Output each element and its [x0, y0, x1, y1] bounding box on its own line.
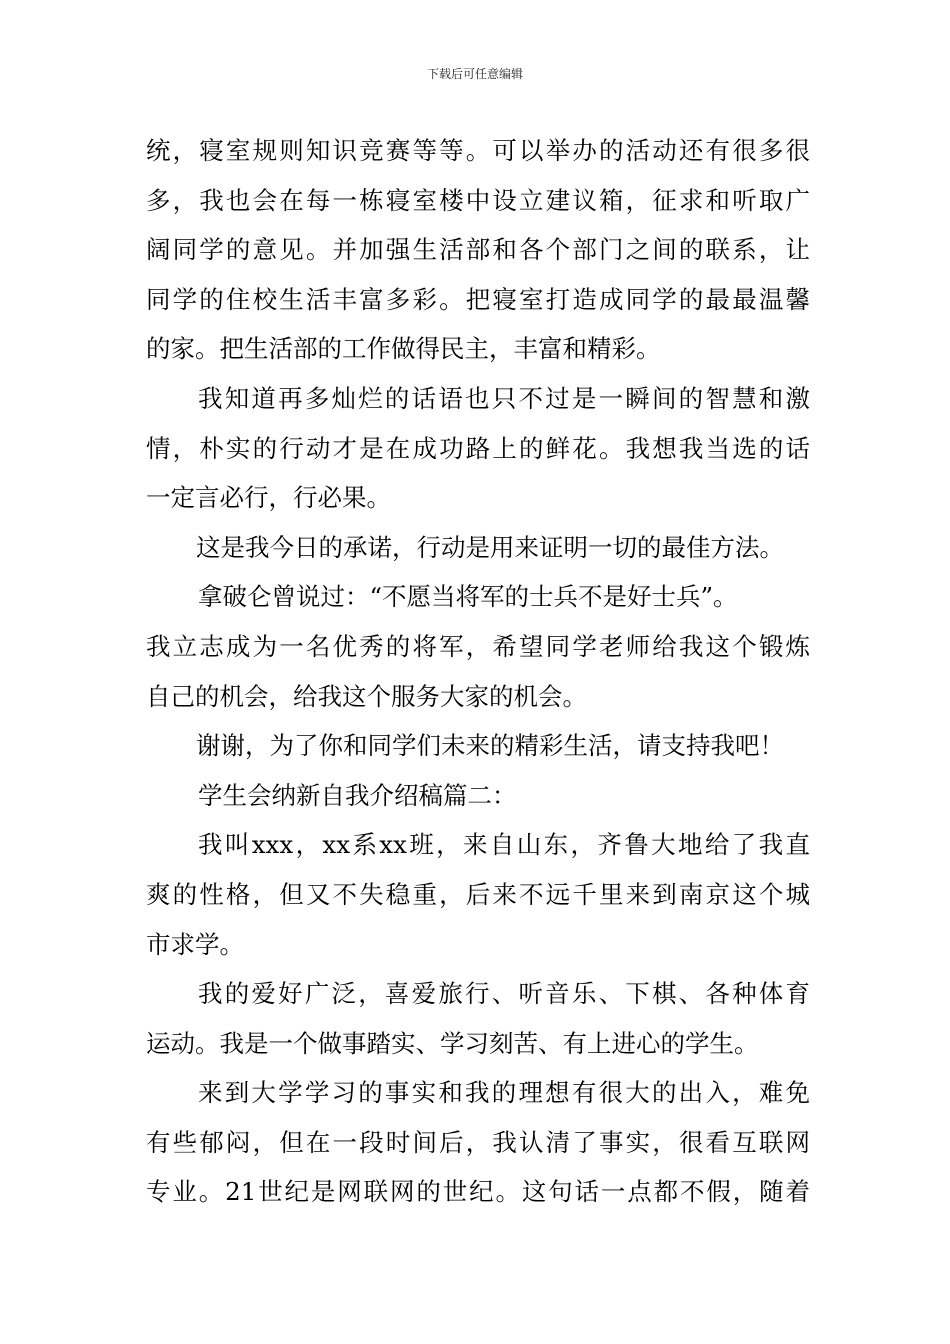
paragraph-first-line: 我的爱好广泛，喜爱旅行、听音乐、下棋、各种体育 — [198, 979, 810, 1009]
paragraph-first-line: 来到大学学习的事实和我的理想有很大的出入，难免 — [198, 1078, 810, 1108]
text-line: 统，寝室规则知识竞赛等等。可以举办的活动还有很多很 — [146, 136, 810, 165]
text-line: 市求学。 — [146, 929, 244, 959]
text-line: 阔同学的意见。并加强生活部和各个部门之间的联系，让 — [146, 235, 810, 265]
page-header: 下载后可任意编辑 — [426, 67, 523, 81]
text-line: 有些郁闷，但在一段时间后，我认清了事实，很看互联网 — [146, 1127, 810, 1157]
paragraph-first-line: 我叫xxx，xx系xx班，来自山东，齐鲁大地给了我直 — [198, 830, 810, 860]
text-line: 多，我也会在每一栋寝室楼中设立建议箱，征求和听取广 — [146, 185, 810, 215]
text-line: 自己的机会，给我这个服务大家的机会。 — [146, 681, 587, 711]
text-line: 运动。我是一个做事踏实、学习刻苦、有上进心的学生。 — [146, 1028, 759, 1058]
text-line: 专业。21世纪是网联网的世纪。这句话一点都不假，随着 — [146, 1177, 810, 1207]
text-line: 爽的性格，但又不失稳重，后来不远千里来到南京这个城 — [146, 879, 810, 909]
text-line: 一定言必行，行必果。 — [146, 483, 391, 513]
paragraph-first-line: 这是我今日的承诺，行动是用来证明一切的最佳方法。 — [196, 532, 784, 562]
paragraph-first-line: 我知道再多灿烂的话语也只不过是一瞬间的智慧和激 — [198, 383, 810, 413]
section-heading: 学生会纳新自我介绍稿篇二： — [198, 780, 517, 810]
document-body — [146, 126, 810, 1217]
text-line: 情，朴实的行动才是在成功路上的鲜花。我想我当选的话 — [146, 433, 810, 463]
paragraph-first-line: 拿破仑曾说过：“不愿当将军的士兵不是好士兵”。 — [198, 582, 738, 612]
text-line: 的家。把生活部的工作做得民主，丰富和精彩。 — [146, 334, 661, 364]
text-line: 同学的住校生活丰富多彩。把寝室打造成同学的最最温馨 — [146, 284, 810, 314]
paragraph-first-line: 谢谢，为了你和同学们未来的精彩生活，请支持我吧！ — [196, 731, 784, 761]
text-line: 我立志成为一名优秀的将军，希望同学老师给我这个锻炼 — [146, 631, 810, 661]
